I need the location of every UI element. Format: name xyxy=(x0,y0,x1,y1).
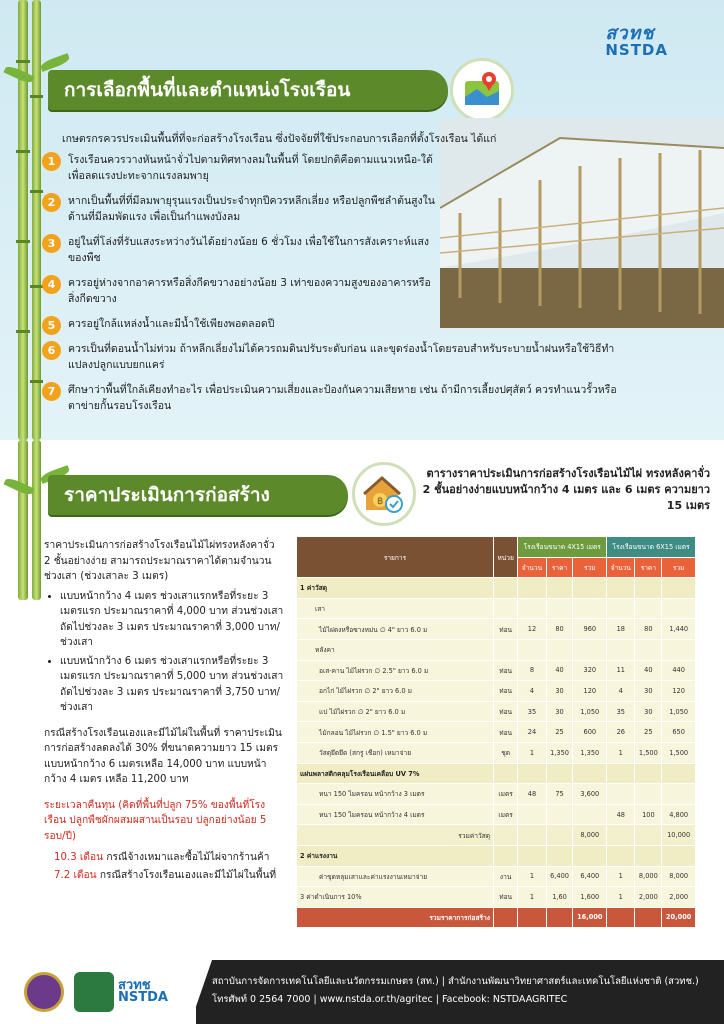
table-header: จำนวน xyxy=(518,557,546,578)
table-cell: 440 xyxy=(662,660,696,681)
table-row xyxy=(297,639,696,660)
cost-bullets xyxy=(44,589,284,716)
table-cell: 1,500 xyxy=(635,742,662,763)
table-cell xyxy=(607,763,635,784)
price-table-body xyxy=(297,578,696,928)
list-item: 6 ควรเป็นที่ดอนน้ำไม่ท่วม ถ้าหลีกเลี่ยงไม่ได้ควรถมดินปรับระดับก่อน และขุดร่องน้ำโดยรอบสำหรับระบายน้ำฝนหรือใช้วิธีทำแปลงปลูกแบบยกแคร่ xyxy=(42,341,632,373)
table-cell: 4 xyxy=(518,681,546,702)
table-cell: 6,400 xyxy=(573,866,607,887)
table-cell: 30 xyxy=(546,701,573,722)
table-cell: 1 ค่าวัสดุ xyxy=(297,578,494,599)
table-cell xyxy=(546,804,573,825)
criteria-list xyxy=(42,152,652,423)
table-header: จำนวน xyxy=(607,557,635,578)
table-cell: ชุด xyxy=(494,742,518,763)
table-cell xyxy=(546,639,573,660)
map-pin-icon xyxy=(450,58,514,122)
table-cell: 100 xyxy=(635,804,662,825)
list-item: 5 ควรอยู่ใกล้แหล่งน้ำและมีน้ำใช้เพียงพอตลอดปี xyxy=(42,316,442,332)
bamboo-decoration xyxy=(32,440,41,600)
table-cell xyxy=(607,845,635,866)
table-cell: 8,000 xyxy=(635,866,662,887)
table-row xyxy=(297,722,696,743)
table-row xyxy=(297,742,696,763)
table-cell xyxy=(662,578,696,599)
table-cell xyxy=(635,845,662,866)
table-cell xyxy=(494,907,518,928)
table-cell: 4,800 xyxy=(662,804,696,825)
table-cell xyxy=(518,639,546,660)
table-cell xyxy=(635,784,662,805)
table-row xyxy=(297,763,696,784)
table-cell: อกไก่ ไม้ไผ่รวก ∅ 2" ยาว 6.0 ม xyxy=(297,681,494,702)
table-cell xyxy=(635,763,662,784)
table-cell: 960 xyxy=(573,619,607,640)
table-cell: 30 xyxy=(635,681,662,702)
table-cell xyxy=(546,825,573,846)
table-cell xyxy=(662,639,696,660)
table-row xyxy=(297,701,696,722)
table-cell: 80 xyxy=(635,619,662,640)
table-cell xyxy=(494,763,518,784)
table-cell: ท่อน xyxy=(494,887,518,908)
table-cell: 3 ค่าดำเนินการ 10% xyxy=(297,887,494,908)
table-cell: 8,000 xyxy=(573,825,607,846)
table-cell xyxy=(494,845,518,866)
table-cell xyxy=(546,907,573,928)
list-item: • แบบหน้ากว้าง 6 เมตร ช่วงเสาแรกหรือที่ระยะ 3 เมตรแรก ประมาณราคาที่ 5,000 บาท ส่วนช่วงเสาถัดไปช่วงละ 3 เมตร ประมาณราคาที่ 3,750 บาท/ช่วงเสา xyxy=(60,654,284,716)
table-cell xyxy=(635,598,662,619)
table-cell: ท่อน xyxy=(494,722,518,743)
table-cell: 24 xyxy=(518,722,546,743)
table-cell: แผ่นพลาสติกคลุมโรงเรือนเคลือบ UV 7% xyxy=(297,763,494,784)
table-cell: 75 xyxy=(546,784,573,805)
table-cell xyxy=(607,907,635,928)
agritec-logo-icon xyxy=(74,972,114,1012)
table-cell: 2 ค่าแรงงาน xyxy=(297,845,494,866)
table-cell: เสา xyxy=(297,598,494,619)
table-cell: วัสดุยึดยึด (สกรู เชือก) เหมาจ่าย xyxy=(297,742,494,763)
table-cell: 4 xyxy=(607,681,635,702)
table-header: โรงเรือนขนาด 4X15 เมตร xyxy=(518,537,607,558)
table-row xyxy=(297,598,696,619)
table-header: รายการ xyxy=(297,537,494,578)
table-cell: หนา 150 ไมครอน หน้ากว้าง 3 เมตร xyxy=(297,784,494,805)
table-cell: ท่อน xyxy=(494,660,518,681)
table-cell: งาน xyxy=(494,866,518,887)
list-item: 2 หากเป็นพื้นที่ที่มีลมพายุรุนแรงเป็นประจำทุกปีควรหลีกเลี่ยง หรือปลูกพืชลำต้นสูงในด้านที่มีลมพัดแรง เพื่อเป็นกำแพงบังลม xyxy=(42,193,442,225)
table-cell: 1,500 xyxy=(662,742,696,763)
table-cell: 16,000 xyxy=(573,907,607,928)
house-price-icon xyxy=(352,462,416,526)
table-cell: 3,600 xyxy=(573,784,607,805)
table-cell: 48 xyxy=(607,804,635,825)
table-cell: ท่อน xyxy=(494,701,518,722)
list-item: • แบบหน้ากว้าง 4 เมตร ช่วงเสาแรกหรือที่ระยะ 3 เมตรแรก ประมาณราคาที่ 4,000 บาท ส่วนช่วงเสาถัดไปช่วงละ 3 เมตร ประมาณราคาที่ 3,000 บาท/ช่วงเสา xyxy=(60,589,284,651)
table-header: โรงเรือนขนาด 6X15 เมตร xyxy=(607,537,696,558)
table-cell: 18 xyxy=(607,619,635,640)
table-cell xyxy=(494,639,518,660)
table-cell xyxy=(573,578,607,599)
table-cell: 1,600 xyxy=(573,887,607,908)
table-header: ราคา xyxy=(546,557,573,578)
table-cell: 12 xyxy=(518,619,546,640)
table-header: ราคา xyxy=(635,557,662,578)
table-cell: 35 xyxy=(518,701,546,722)
table-cell: หนา 150 ไมครอน หน้ากว้าง 4 เมตร xyxy=(297,804,494,825)
section1-intro: เกษตรกรควรประเมินพื้นที่ที่จะก่อสร้างโรงเรือน ซึ่งปัจจัยที่ใช้ประกอบการเลือกที่ตั้งโรงเรือน ได้แก่ xyxy=(62,133,497,145)
table-cell: 2,000 xyxy=(662,887,696,908)
table-cell: รวมค่าวัสดุ xyxy=(297,825,494,846)
table-cell xyxy=(573,598,607,619)
table-cell: 11 xyxy=(607,660,635,681)
table-cell xyxy=(635,578,662,599)
table-row xyxy=(297,660,696,681)
table-cell: 1 xyxy=(518,887,546,908)
table-cell: 1,350 xyxy=(573,742,607,763)
table-cell: 30 xyxy=(546,681,573,702)
table-row xyxy=(297,907,696,928)
section1-title: การเลือกพื้นที่และตำแหน่งโรงเรือน xyxy=(48,70,448,110)
footer-organization: สถาบันการจัดการเทคโนโลยีและนวัตกรรมเกษตร (สท.) | สำนักงานพัฒนาวิทยาศาสตร์และเทคโนโลยีแห่งชาติ (สวทช.) xyxy=(212,976,699,987)
table-cell xyxy=(635,639,662,660)
table-cell: ค่าขุดหลุมเสาและค่าแรงงานเหมาจ่าย xyxy=(297,866,494,887)
table-cell: 1,440 xyxy=(662,619,696,640)
payback-item: 10.3 เดือน กรณีจ้างเหมาและซื้อไม้ไผ่จากร้านค้า xyxy=(54,852,270,863)
table-cell: อเส-คาน ไม้ไผ่รวก ∅ 2.5" ยาว 6.0 ม xyxy=(297,660,494,681)
table-cell xyxy=(518,825,546,846)
table-cell: 1 xyxy=(607,742,635,763)
nstda-logo: สวทช NSTDA xyxy=(605,23,668,59)
table-cell xyxy=(573,639,607,660)
table-cell: ท่อน xyxy=(494,681,518,702)
table-cell xyxy=(494,825,518,846)
price-table xyxy=(296,536,696,928)
svg-text:฿: ฿ xyxy=(377,496,384,507)
table-cell: 1 xyxy=(607,887,635,908)
table-cell xyxy=(607,639,635,660)
table-title: ตารางราคาประเมินการก่อสร้างโรงเรือนไม้ไผ่ ทรงหลังคาจั่ว 2 ชั้นอย่างง่ายแบบหน้ากว้าง 4 เมตร และ 6 เมตร ความยาว 15 เมตร xyxy=(422,467,710,512)
table-cell: 1,350 xyxy=(546,742,573,763)
table-row xyxy=(297,619,696,640)
table-cell: รวมราคาการก่อสร้าง xyxy=(297,907,494,928)
table-row xyxy=(297,825,696,846)
table-cell: 1 xyxy=(607,866,635,887)
bamboo-decoration xyxy=(18,0,28,440)
table-cell: 6,400 xyxy=(546,866,573,887)
table-cell: 80 xyxy=(546,619,573,640)
table-header: รวม xyxy=(573,557,607,578)
table-cell: เมตร xyxy=(494,784,518,805)
table-cell: 1 xyxy=(518,866,546,887)
table-cell xyxy=(662,845,696,866)
table-row xyxy=(297,845,696,866)
table-cell xyxy=(546,845,573,866)
table-cell xyxy=(635,825,662,846)
table-header: รวม xyxy=(662,557,696,578)
table-cell xyxy=(662,763,696,784)
table-cell: 26 xyxy=(607,722,635,743)
table-cell xyxy=(518,578,546,599)
table-cell: 600 xyxy=(573,722,607,743)
table-cell xyxy=(607,598,635,619)
list-item: 7 ศึกษาว่าพื้นที่ใกล้เคียงทำอะไร เพื่อประเมินความเสี่ยงและป้องกันความเสียหาย เช่น ถ้ามีการเลี้ยงปศุสัตว์ ควรทำแนวรั้วหรือตาข่ายกั้นรอบโรงเรือน xyxy=(42,382,632,414)
ministry-seal-icon xyxy=(24,972,64,1012)
table-cell: ไม้ไผ่ตงหรือซางหม่น ∅ 4" ยาว 6.0 ม xyxy=(297,619,494,640)
table-cell xyxy=(546,578,573,599)
table-cell xyxy=(518,845,546,866)
table-cell: ท่อน xyxy=(494,619,518,640)
table-cell: หลังคา xyxy=(297,639,494,660)
table-cell xyxy=(518,804,546,825)
section2-title: ราคาประเมินการก่อสร้าง xyxy=(48,475,348,515)
table-cell xyxy=(494,578,518,599)
table-row xyxy=(297,784,696,805)
table-cell xyxy=(518,763,546,784)
table-cell xyxy=(546,598,573,619)
table-cell: แป ไม้ไผ่รวก ∅ 2" ยาว 6.0 ม xyxy=(297,701,494,722)
table-cell: 20,000 xyxy=(662,907,696,928)
table-cell: 650 xyxy=(662,722,696,743)
payback-heading: ระยะเวลาคืนทุน (คิดที่พื้นที่ปลูก 75% ของพื้นที่โรงเรือน ปลูกพืชผักผสมผสานเป็นรอบ ปลูกอย่างน้อย 5 รอบ/ปี) xyxy=(44,799,267,842)
table-cell xyxy=(607,784,635,805)
table-cell: 120 xyxy=(662,681,696,702)
table-cell: 35 xyxy=(607,701,635,722)
table-cell: 30 xyxy=(635,701,662,722)
table-row xyxy=(297,578,696,599)
table-cell: 2,000 xyxy=(635,887,662,908)
list-item: 3 อยู่ในที่โล่งที่รับแสงระหว่างวันได้อย่างน้อย 6 ชั่วโมง เพื่อใช้ในการสังเคราะห์แสงของพืช xyxy=(42,234,442,266)
table-cell: ไม้กลอน ไม้ไผ่รวก ∅ 1.5" ยาว 6.0 ม xyxy=(297,722,494,743)
table-row xyxy=(297,681,696,702)
table-cell: 1,60 xyxy=(546,887,573,908)
table-row xyxy=(297,866,696,887)
table-cell: 1,050 xyxy=(662,701,696,722)
footer-nstda-logo: สวทช NSTDA xyxy=(118,978,168,1005)
table-cell: 25 xyxy=(546,722,573,743)
table-cell: 120 xyxy=(573,681,607,702)
table-cell: 320 xyxy=(573,660,607,681)
table-cell xyxy=(546,763,573,784)
payback-item: 7.2 เดือน กรณีสร้างโรงเรือนเองและมีไม้ไผ่ในพื้นที่ xyxy=(54,869,277,881)
cost-description: ราคาประเมินการก่อสร้างโรงเรือนไม้ไผ่ทรงหลังคาจั่ว 2 ชั้นอย่างง่าย สามารถประมาณราคาได้ตามจำนวนช่วงเสา (ช่วงเสาละ 3 เมตร) • แบบหน้ากว้าง 4 เมตร ช่วงเสาแรกหรือที่ระยะ 3 เมตรแรก ประมาณราคาที่ 4,000 บาท ส่วนช่วงเสาถัดไปช่วงละ 3 เมตร ประมาณราคาที่ 3,000 บาท/ช่วงเสา • แบบหน้ากว้าง 6 เมตร ช่วงเสาแรกหรือที่ระยะ 3 เมตรแรก ประมาณราคาที่ 5,000 บาท ส่วนช่วงเสาถัดไปช่วงละ 3 เมตร ประมาณราคาที่ 3,750 บาท/ช่วงเสา กรณีสร้างโรงเรือนเองและมีไม้ไผ่ในพื้นที่ ราคาประเมินการก่อสร้างลดลงได้ 30% ที่ขนาดความยาว 15 เมตร แบบหน้ากว้าง 6 เมตรเหลือ 14,000 บาท แบบหน้ากว้าง 4 เมตร เหลือ 11,200 บาท ระยะเวลาคืนทุน (คิดที่พื้นที่ปลูก 75% ของพื้นที่โรงเรือน ปลูกพืชผักผสมผสานเป็นรอบ ปลูกอย่างน้อย 5 รอบ/ปี) 10.3 เดือน กรณีจ้างเหมาและซื้อไม้ไผ่จากร้านค้า 7.2 เดือน กรณีสร้างโรงเรือนเองและมีไม้ไผ่ในพื้นที่ xyxy=(44,538,284,883)
table-cell xyxy=(662,784,696,805)
table-cell: 40 xyxy=(546,660,573,681)
table-cell: 1 xyxy=(518,742,546,763)
table-cell xyxy=(607,578,635,599)
list-item: 1 โรงเรือนควรวางหันหน้าจั่วไปตามทิศทางลมในพื้นที่ โดยปกติคือตามแนวเหนือ-ใต้ เพื่อลดแรงปะทะจากแรงลมพายุ xyxy=(42,152,442,184)
footer-divider xyxy=(190,960,212,1024)
table-cell xyxy=(573,845,607,866)
table-cell xyxy=(573,763,607,784)
footer-contact: โทรศัพท์ 0 2564 7000 | www.nstda.or.th/agritec | Facebook: NSTDAAGRITEC xyxy=(212,994,568,1005)
table-row xyxy=(297,887,696,908)
table-cell xyxy=(662,598,696,619)
table-cell: เมตร xyxy=(494,804,518,825)
table-cell: 8 xyxy=(518,660,546,681)
self-build-paragraph: กรณีสร้างโรงเรือนเองและมีไม้ไผ่ในพื้นที่ ราคาประเมินการก่อสร้างลดลงได้ 30% ที่ขนาดความยาว 15 เมตร แบบหน้ากว้าง 6 เมตรเหลือ 14,000 บาท แบบหน้ากว้าง 4 เมตร เหลือ 11,200 บาท xyxy=(44,727,282,785)
table-cell: 25 xyxy=(635,722,662,743)
table-cell: 10,000 xyxy=(662,825,696,846)
table-cell xyxy=(518,907,546,928)
table-cell xyxy=(573,804,607,825)
table-cell: 8,000 xyxy=(662,866,696,887)
table-cell xyxy=(635,907,662,928)
list-item: 4 ควรอยู่ห่างจากอาคารหรือสิ่งกีดขวางอย่างน้อย 3 เท่าของความสูงของอาคารหรือสิ่งกีดขวาง xyxy=(42,275,442,307)
table-cell xyxy=(494,598,518,619)
table-cell xyxy=(607,825,635,846)
table-cell: 48 xyxy=(518,784,546,805)
table-cell: 40 xyxy=(635,660,662,681)
table-header: หน่วย xyxy=(494,537,518,578)
bamboo-decoration xyxy=(18,440,28,600)
table-row xyxy=(297,804,696,825)
table-cell: 1,050 xyxy=(573,701,607,722)
table-cell xyxy=(518,598,546,619)
